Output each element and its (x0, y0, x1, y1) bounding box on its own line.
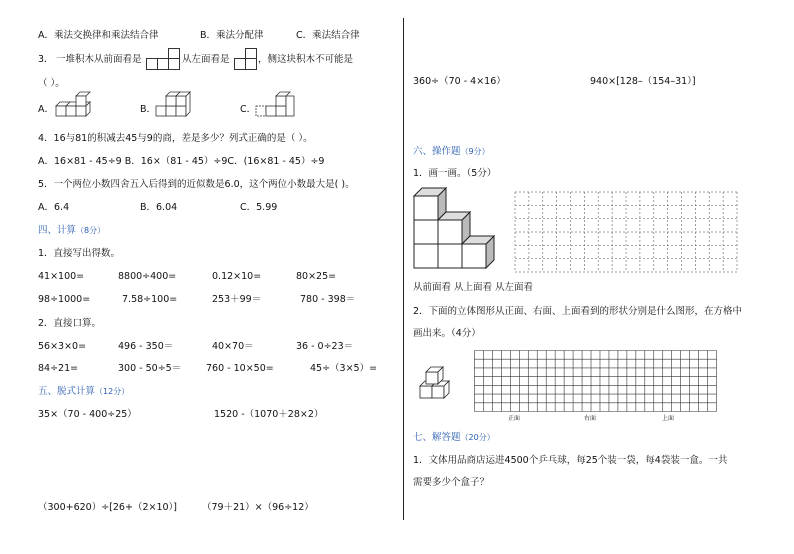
expression-2: 1520 -（1070＋28×2） (214, 409, 324, 420)
q5-option-c: C．5.99 (240, 202, 278, 213)
expression-4: （79＋21）×（96÷12） (202, 502, 314, 513)
grid-label-right: 右面 (584, 415, 597, 422)
op2-text-line1: 2．下面的立体图形从正面、右面、上面看到的形状分别是什么图形，在方格中 (413, 306, 743, 317)
cube-figure-a (56, 96, 92, 118)
q3-paren: （ ）。 (38, 78, 65, 89)
calc1-r2-c3: 253＋99＝ (212, 294, 262, 305)
expression-5: 360÷（70 - 4×16） (413, 76, 506, 87)
section-5-title: 五、脱式计算 (38, 386, 96, 397)
calc1-r1-c4: 80×25= (296, 271, 337, 282)
expression-3: （300+620）÷[26+（2×10）] (38, 502, 177, 513)
q7-1-line2: 需要多少个盒子？ (413, 477, 490, 488)
q5-text: 5．一个两位小数四舍五入后得到的近似数是6.0，这个两位小数最大是( )。 (38, 179, 355, 190)
expression-6: 940×[128–（154–31）] (590, 76, 696, 87)
q7-1-line1: 1．文体用品商店运进4500个乒乓球，每25个装一袋，每4袋装一盒。一共 (413, 455, 728, 466)
section-7-title: 七、解答题 (413, 432, 461, 443)
calc1-r2-c1: 98÷1000= (38, 294, 91, 305)
q5-option-b: B．6.04 (140, 202, 178, 213)
section-6-title: 六、操作题 (413, 146, 461, 157)
calc2-label: 2．直接口算。 (38, 318, 102, 329)
column-divider (403, 18, 404, 520)
section-5-heading (38, 386, 129, 398)
q3-option-b: B． (140, 104, 157, 115)
section-4-heading (38, 225, 105, 237)
section-7-heading (413, 432, 495, 444)
cube-figure-b (156, 96, 192, 118)
op1-label: 1．画一画。（5分） (413, 168, 497, 179)
drawing-grid-solid[interactable] (474, 350, 717, 412)
q4-text: 4．16与81的积减去45与9的商，差是多少？列式正确的是（ ）。 (38, 133, 313, 144)
calc1-r1-c1: 41×100= (38, 271, 85, 282)
section-4-title: 四、计算 (38, 225, 77, 236)
q4-options: A．16×81 - 45÷9 B．16×（81 - 45）÷9C．(16×81 - 45）÷9 (38, 156, 325, 167)
q3-number: 3． (38, 54, 54, 65)
calc2-r2-c3: 760 - 10×50= (206, 363, 274, 374)
section-4-score: （8分） (76, 226, 106, 235)
q2-option-b: B．乘法分配律 (200, 30, 264, 41)
q3-text-1: 一堆积木从前面看是 (56, 54, 142, 65)
grid-label-top: 上面 (662, 415, 675, 422)
calc1-label: 1．直接写出得数。 (38, 248, 121, 259)
calc1-r2-c4: 780 - 398＝ (300, 294, 356, 305)
grid-label-front: 正面 (508, 415, 521, 422)
calc2-r1-c2: 496 - 350＝ (118, 341, 174, 352)
calc1-r2-c2: 7.58÷100= (122, 294, 178, 305)
calc1-r1-c2: 8800÷400= (118, 271, 177, 282)
calc2-r1-c3: 40×70＝ (212, 341, 254, 352)
q3-option-a: A． (38, 104, 54, 115)
q3-option-c: C． (240, 104, 257, 115)
cube-stack-figure (412, 192, 498, 272)
op1-view-labels: 从前面看 从上面看 从左面看 (413, 282, 534, 293)
calc2-r1-c4: 36 - 0÷23＝ (296, 341, 354, 352)
calc1-r1-c3: 0.12×10= (212, 271, 262, 282)
q3-text-2: 从左面看是 (182, 54, 230, 65)
left-view-figure (234, 48, 260, 70)
q3-text-3: ，侧这块积木不可能是 (258, 54, 354, 65)
drawing-grid-dashed[interactable] (515, 192, 737, 272)
section-7-score: （20分） (460, 433, 495, 442)
calc2-r1-c1: 56×3×0= (38, 341, 87, 352)
q5-option-a: A．6.4 (38, 202, 70, 213)
section-5-score: （12分） (95, 387, 130, 396)
section-6-score: （9分） (460, 147, 490, 156)
calc2-r2-c1: 84÷21= (38, 363, 79, 374)
op2-text-line2: 画出来。（4分） (413, 328, 481, 339)
q2-option-a: A．乘法交换律和乘法结合律 (38, 30, 159, 41)
small-cube-figure (418, 362, 454, 402)
calc2-r2-c4: 45÷（3×5）= (310, 363, 378, 374)
section-6-heading (413, 146, 490, 158)
front-view-figure (146, 48, 182, 70)
q2-option-c: C．乘法结合律 (296, 30, 360, 41)
cube-figure-c (256, 96, 296, 118)
expression-1: 35×（70 - 400÷25） (38, 409, 137, 420)
calc2-r2-c2: 300 - 50÷5＝ (118, 363, 182, 374)
